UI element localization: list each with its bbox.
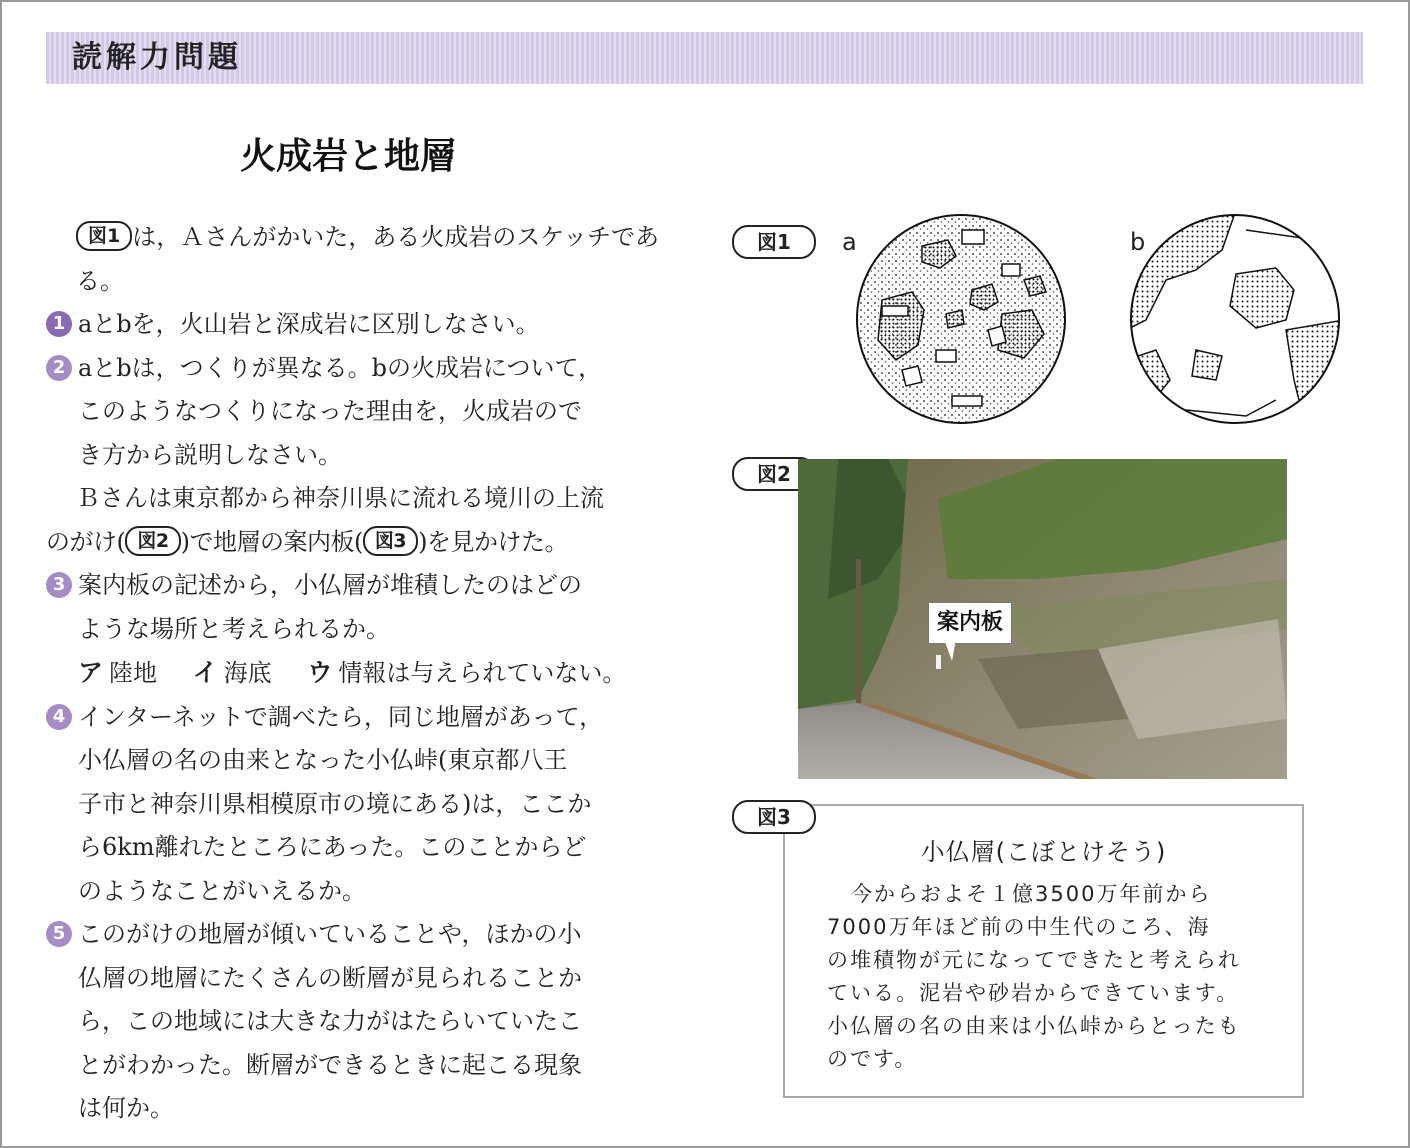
bridge-text: )を見かけた。 bbox=[418, 527, 568, 556]
question-4-line: インターネットで調べたら，同じ地層があって， bbox=[78, 702, 604, 731]
question-3-line: ような場所と考えられるか。 bbox=[78, 614, 390, 643]
question-5-line: 仏層の地層にたくさんの断層が見られることか bbox=[78, 963, 582, 992]
question-5-line: このがけの地層が傾いていることや，ほかの小 bbox=[78, 920, 582, 948]
figure-2-label: 図2 bbox=[732, 457, 816, 491]
question-text-column bbox=[46, 216, 686, 1131]
question-3-line: 案内板の記述から，小仏層が堆積したのはどの bbox=[78, 571, 582, 599]
choice-key: イ bbox=[192, 658, 218, 687]
question-5 bbox=[46, 913, 686, 1131]
fig1-ref-pill: 図1 bbox=[76, 221, 132, 251]
question-3 bbox=[46, 564, 686, 651]
intro-text: は，Ａさんがかいた，ある火成岩のスケッチである。 bbox=[76, 223, 660, 295]
question-5-line: とがわかった。断層ができるときに起こる現象 bbox=[78, 1050, 582, 1079]
signboard-annotation: 案内板 bbox=[928, 602, 1012, 644]
choice-key: ウ bbox=[307, 658, 333, 687]
question-2-line: き方から説明しなさい。 bbox=[78, 440, 342, 469]
choice-key: ア bbox=[78, 658, 104, 687]
rock-sketch-b bbox=[1126, 210, 1344, 428]
signboard-line: 今からおよそ１億3500万年前から bbox=[851, 882, 1212, 906]
bridge-text: のがけ( bbox=[46, 527, 126, 556]
section-header: 読解力問題 bbox=[72, 40, 242, 75]
figure-1a-label: a bbox=[842, 228, 857, 256]
question-2 bbox=[46, 347, 686, 478]
signboard-line: ている。泥岩や砂岩からできています。 bbox=[827, 981, 1240, 1005]
question-4-line: 子市と神奈川県相模原市の境にある)は，ここか bbox=[78, 789, 592, 818]
question-4 bbox=[46, 696, 686, 914]
question-number-5: 5 bbox=[46, 921, 72, 947]
rock-sketch-a bbox=[852, 210, 1070, 428]
question-4-line: 小仏層の名の由来となった小仏峠(東京都八王 bbox=[78, 746, 568, 774]
figure-3-label: 図3 bbox=[732, 800, 816, 834]
choice-text: 海底 bbox=[223, 659, 272, 687]
signboard-line: の堆積物が元になってできたと考えられ bbox=[827, 948, 1241, 972]
fig3-ref-pill: 図3 bbox=[363, 526, 418, 556]
signboard-line: 小仏層の名の由来は小仏峠からとったも bbox=[827, 1014, 1241, 1038]
annotation-pointer bbox=[944, 639, 956, 661]
question-number-2: 2 bbox=[46, 355, 72, 381]
question-4-line: ら6km離れたところにあった。このことからど bbox=[78, 833, 587, 861]
figure-1b-label: b bbox=[1130, 228, 1146, 256]
question-number-1: 1 bbox=[46, 311, 72, 337]
choice-text: 陸地 bbox=[109, 659, 158, 687]
question-number-4: 4 bbox=[46, 704, 72, 730]
bridge-line-1: Ｂさんは東京都から神奈川県に流れる境川の上流 bbox=[76, 484, 604, 512]
signboard-title: 小仏層(こぼとけそう) bbox=[920, 838, 1167, 866]
bridge-line-2 bbox=[46, 521, 686, 565]
bridge-text: )で地層の案内板( bbox=[180, 527, 363, 556]
choice-list bbox=[46, 651, 686, 696]
header-band bbox=[46, 32, 1363, 84]
choice-text: 情報は与えられていない。 bbox=[338, 659, 627, 687]
question-2-line: aとbは，つくりが異なる。bの火成岩について， bbox=[78, 353, 603, 382]
signboard-line: 7000万年ほど前の中生代のころ、海 bbox=[827, 915, 1211, 939]
question-1-line: aとbを，火山岩と深成岩に区別しなさい。 bbox=[78, 310, 540, 338]
figure-1-label: 図1 bbox=[732, 225, 816, 259]
question-2-line: このようなつくりになった理由を，火成岩ので bbox=[78, 397, 582, 425]
cliff-photo bbox=[798, 459, 1287, 779]
signboard-box bbox=[783, 804, 1304, 1098]
signboard-line: のです。 bbox=[827, 1047, 918, 1071]
question-number-3: 3 bbox=[46, 572, 72, 598]
question-1 bbox=[46, 303, 686, 347]
intro-paragraph bbox=[46, 216, 686, 303]
fig2-ref-pill: 図2 bbox=[125, 526, 180, 556]
signboard-body bbox=[827, 878, 1267, 1076]
question-5-line: ら，この地域には大きな力がはたらいていたこ bbox=[78, 1007, 582, 1035]
question-5-line: は何か。 bbox=[78, 1094, 174, 1122]
page-title: 火成岩と地層 bbox=[240, 136, 457, 177]
question-4-line: のようなことがいえるか。 bbox=[78, 876, 366, 905]
